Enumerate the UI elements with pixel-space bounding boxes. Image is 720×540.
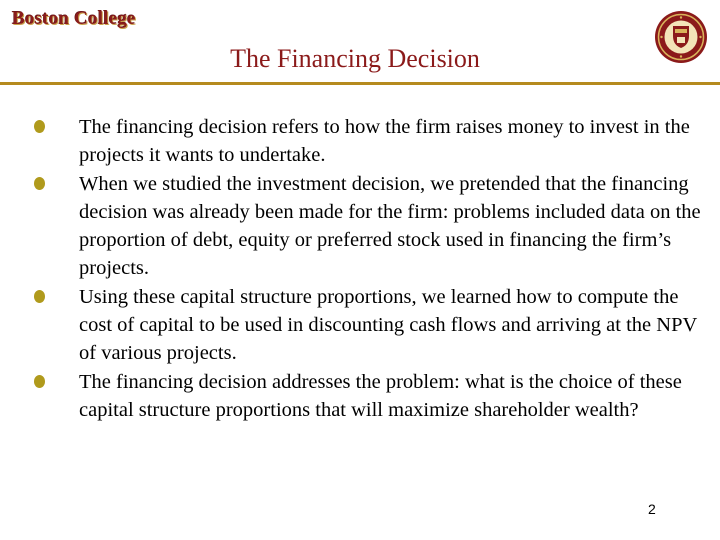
bullet-item (0, 113, 720, 170)
slide-title: The Financing Decision (230, 44, 480, 73)
bullet-dot-icon (34, 290, 45, 303)
bullet-item (0, 283, 720, 368)
bullet-text: The financing decision addresses the problem: what is the choice of these capital structure proportions that will maximize shareholder wealth? (79, 370, 682, 421)
bullet-text: When we studied the investment decision, we pretended that the financing decision was already been made for the firm: problems included data on the proportion of debt, equity or preferred stock used in financing the firm’s projects. (79, 172, 701, 280)
bullet-text: The financing decision refers to how the firm raises money to invest in the projects it wants to undertake. (79, 116, 690, 167)
bullet-dot-icon (34, 375, 45, 388)
bullet-text: Using these capital structure proportions, we learned how to compute the cost of capital to be used in discounting cash flows and arriving at the NPV of various projects. (79, 285, 697, 365)
bullet-dot-icon (34, 120, 45, 133)
bullet-item (0, 170, 720, 283)
bullet-list (0, 113, 720, 424)
bullet-dot-icon (34, 177, 45, 190)
boston-college-wordmark: Boston College (12, 8, 136, 29)
page-number: 2 (648, 501, 656, 517)
title-divider (0, 82, 720, 85)
bullet-item (0, 368, 720, 425)
